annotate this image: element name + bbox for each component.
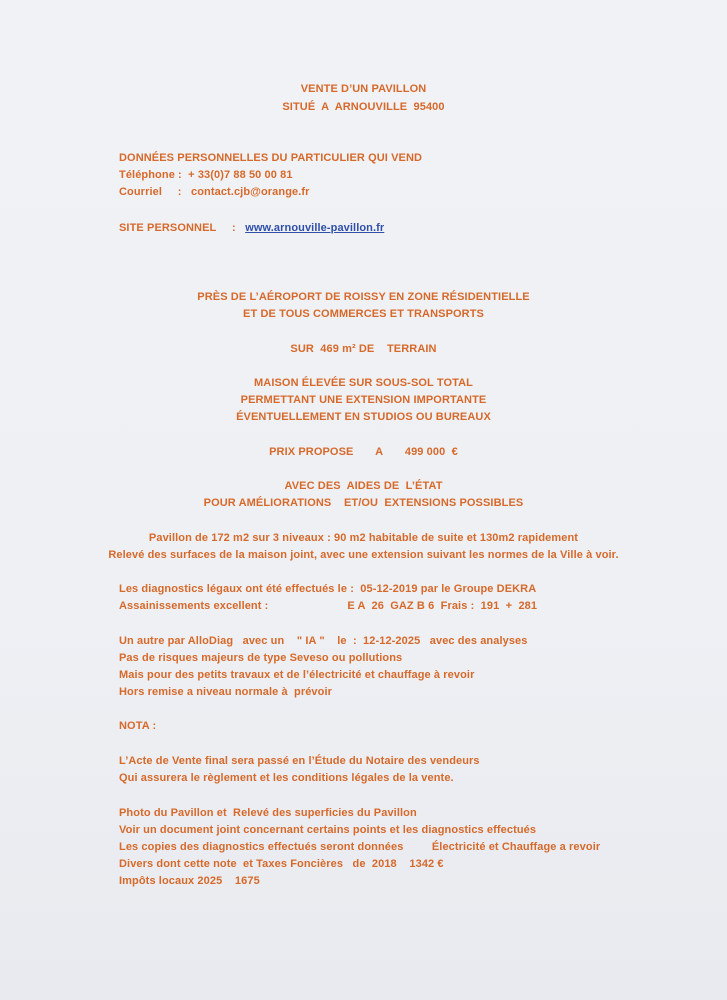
document-title: VENTE D’UN PAVILLON [300, 83, 427, 95]
seller-phone: Téléphone : + 33(0)7 88 50 00 81 [119, 169, 293, 181]
seller-site-row [119, 221, 384, 235]
nota-label: NOTA : [119, 720, 157, 732]
footer-line-3: Les copies des diagnostics effectués seront données Électricité et Chauffage a revoir [119, 841, 601, 853]
nota-line-1: L’Acte de Vente final sera passé en l’Étude du Notaire des vendeurs [119, 755, 480, 767]
seller-email: Courriel : contact.cjb@orange.fr [119, 186, 310, 198]
diagnostics-line-2: Assainissements excellent : E A 26 GAZ B 6 Frais : 191 + 281 [119, 600, 538, 612]
description-line-1: Pavillon de 172 m2 sur 3 niveaux : 90 m2 habitable de suite et 130m2 rapidement [148, 532, 579, 544]
seller-site-link[interactable]: www.arnouville-pavillon.fr [245, 222, 385, 234]
seller-heading: DONNÉES PERSONNELLES DU PARTICULIER QUI VEND [119, 152, 423, 164]
diagnostics-line-5: Mais pour des petits travaux et de l’électricité et chauffage à revoir [119, 669, 475, 681]
description-line-2: Relevé des surfaces de la maison joint, avec une extension suivant les normes de la Ville à voir. [108, 549, 619, 561]
feature-location-line-1: PRÈS DE L’AÉROPORT DE ROISSY EN ZONE RÉSIDENTIELLE [197, 291, 530, 303]
feature-price: PRIX PROPOSE A 499 000 € [269, 446, 458, 458]
nota-line-2: Qui assurera le règlement et les conditions légales de la vente. [119, 772, 454, 784]
seller-site-label: SITE PERSONNEL : [119, 222, 246, 234]
feature-location-line-2: ET DE TOUS COMMERCES ET TRANSPORTS [243, 308, 484, 320]
diagnostics-line-1: Les diagnostics légaux ont été effectués le : 05-12-2019 par le Groupe DEKRA [119, 583, 537, 595]
diagnostics-line-6: Hors remise a niveau normale à prévoir [119, 686, 332, 698]
feature-house-line-2: PERMETTANT UNE EXTENSION IMPORTANTE [240, 394, 487, 406]
document-location: SITUÉ A ARNOUVILLE 95400 [282, 101, 445, 113]
footer-line-1: Photo du Pavillon et Relevé des superficies du Pavillon [119, 807, 417, 819]
feature-land: SUR 469 m² DE TERRAIN [290, 343, 437, 355]
footer-line-5: Impôts locaux 2025 1675 [119, 875, 260, 887]
diagnostics-line-4: Pas de risques majeurs de type Seveso ou pollutions [119, 652, 403, 664]
feature-house-line-1: MAISON ÉLEVÉE SUR SOUS-SOL TOTAL [254, 377, 473, 389]
feature-aid-line-2: POUR AMÉLIORATIONS ET/OU EXTENSIONS POSSIBLES [203, 497, 524, 509]
footer-line-4: Divers dont cette note et Taxes Foncières de 2018 1342 € [119, 858, 444, 870]
diagnostics-line-3: Un autre par AlloDiag avec un " IA " le : 12-12-2025 avec des analyses [119, 635, 528, 647]
footer-line-2: Voir un document joint concernant certains points et les diagnostics effectués [119, 824, 537, 836]
feature-house-line-3: ÉVENTUELLEMENT EN STUDIOS OU BUREAUX [236, 411, 491, 423]
feature-aid-line-1: AVEC DES AIDES DE L’ÉTAT [284, 480, 443, 492]
